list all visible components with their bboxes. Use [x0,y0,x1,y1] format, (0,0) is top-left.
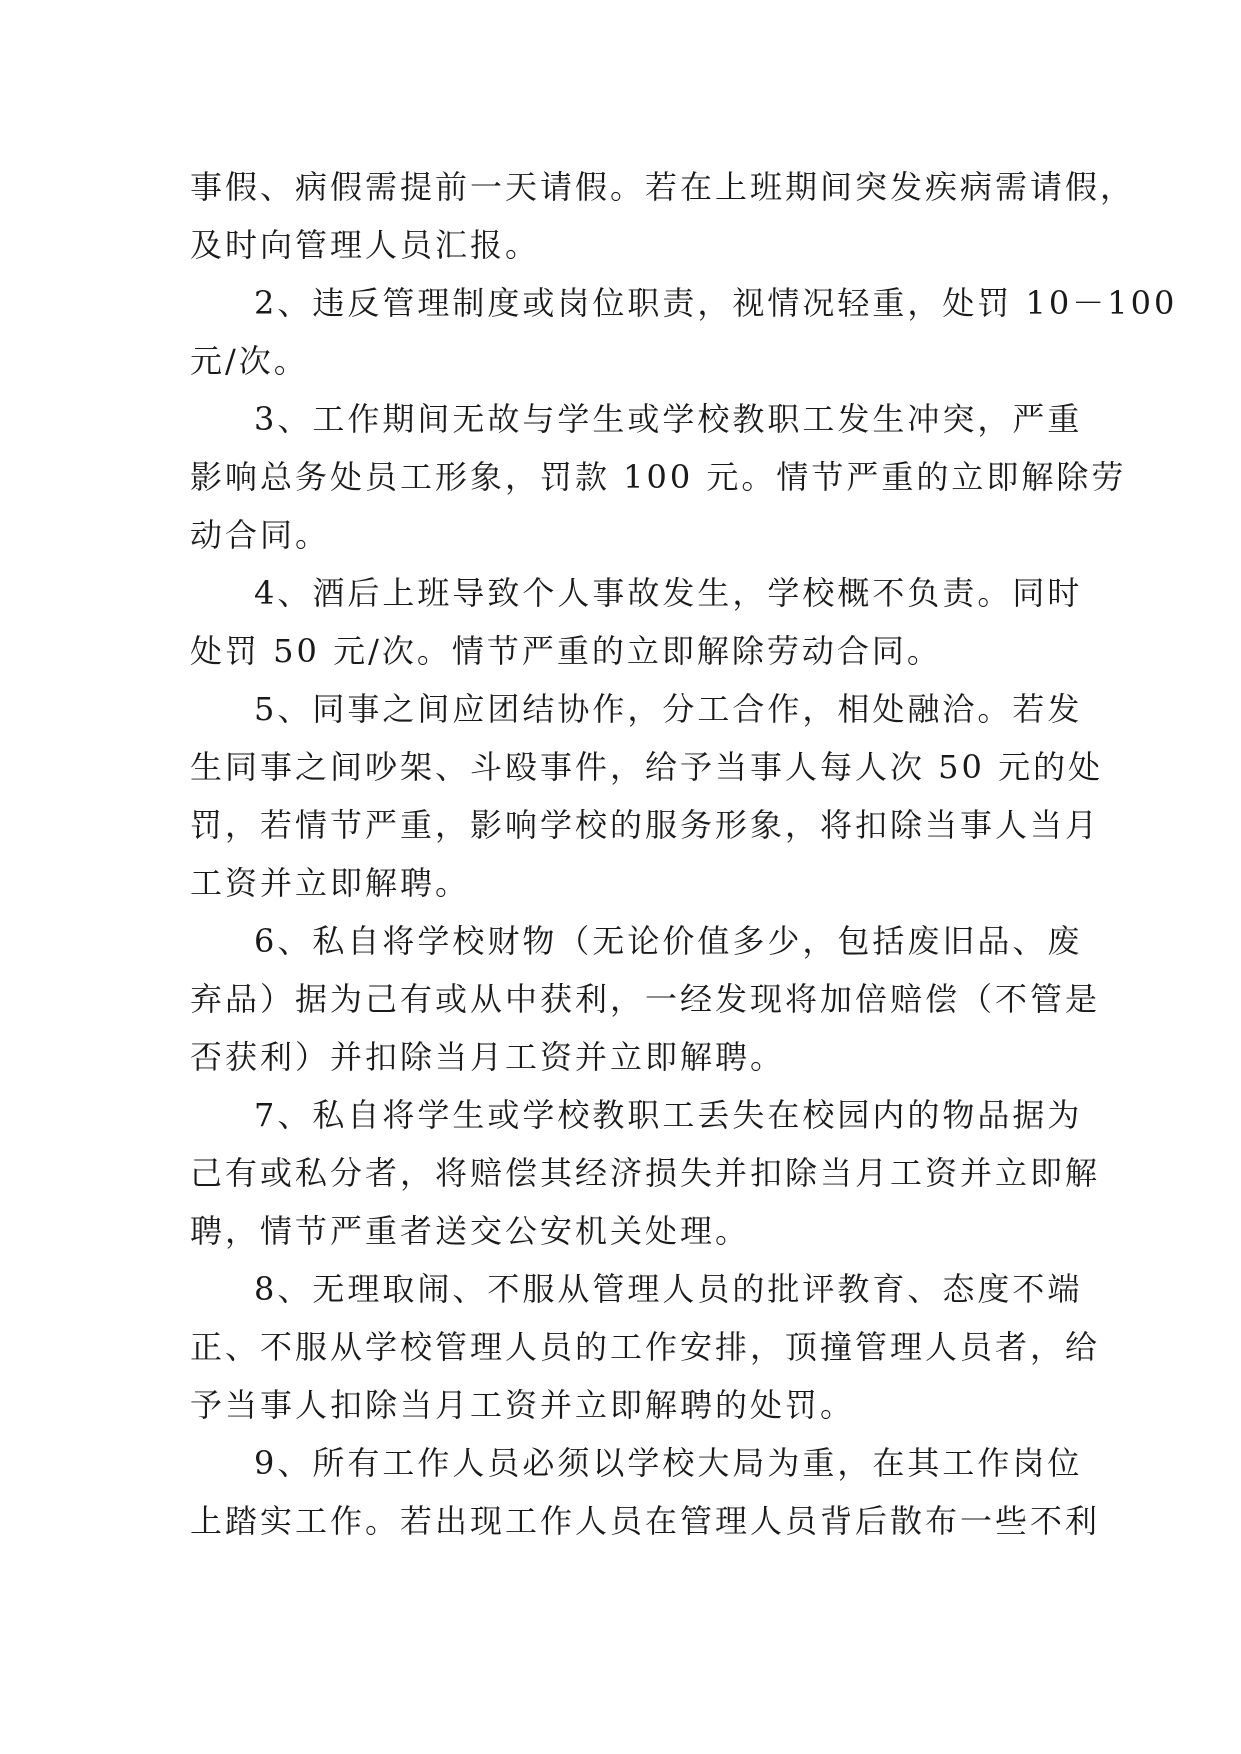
text-line: 事假、病假需提前一天请假。若在上班期间突发疾病需请假， [190,168,1136,206]
text-line: 工资并立即解聘。 [190,864,471,902]
text-line: 动合同。 [190,516,331,554]
document-body [190,158,1178,1550]
text-line: 生同事之间吵架、斗殴事件，给予当事人每人次 50 元的处 [190,748,1104,786]
text-line: 己有或私分者，将赔偿其经济损失并扣除当月工资并立即解 [190,1154,1101,1192]
text-line: 予当事人扣除当月工资并立即解聘的处罚。 [190,1386,856,1424]
paragraph-5 [190,680,1104,912]
text-line: 聘，情节严重者送交公安机关处理。 [190,1212,751,1250]
text-line: 否获利）并扣除当月工资并立即解聘。 [190,1038,786,1076]
text-line: 6、私自将学校财物（无论价值多少，包括废旧品、废 [254,922,1083,960]
text-line: 2、违反管理制度或岗位职责，视情况轻重，处罚 10－100 [254,284,1178,322]
text-line: 影响总务处员工形象，罚款 100 元。情节严重的立即解除劳 [190,458,1127,496]
paragraph-9 [190,1434,1101,1550]
paragraph-7 [190,1086,1101,1260]
text-line: 上踏实工作。若出现工作人员在管理人员背后散布一些不利 [190,1502,1101,1540]
text-line: 3、工作期间无故与学生或学校教职工发生冲突，严重 [254,400,1083,438]
paragraph-8 [190,1260,1101,1434]
paragraph-2 [190,274,1178,390]
text-line: 9、所有工作人员必须以学校大局为重，在其工作岗位 [254,1444,1083,1482]
text-line: 处罚 50 元/次。情节严重的立即解除劳动合同。 [190,632,942,670]
text-line: 罚，若情节严重，影响学校的服务形象，将扣除当事人当月 [190,806,1101,844]
paragraph-1-continuation [190,158,1136,274]
text-line: 正、不服从学校管理人员的工作安排，顶撞管理人员者，给 [190,1328,1101,1366]
text-line: 5、同事之间应团结协作，分工合作，相处融洽。若发 [254,690,1083,728]
paragraph-3 [190,390,1127,564]
text-line: 4、酒后上班导致个人事故发生，学校概不负责。同时 [254,574,1083,612]
text-line: 7、私自将学生或学校教职工丢失在校园内的物品据为 [254,1096,1083,1134]
text-line: 8、无理取闹、不服从管理人员的批评教育、态度不端 [254,1270,1083,1308]
text-line: 元/次。 [190,342,309,380]
paragraph-6 [190,912,1101,1086]
text-line: 及时向管理人员汇报。 [190,226,541,264]
paragraph-4 [190,564,1083,680]
text-line: 弃品）据为己有或从中获利，一经发现将加倍赔偿（不管是 [190,980,1101,1018]
